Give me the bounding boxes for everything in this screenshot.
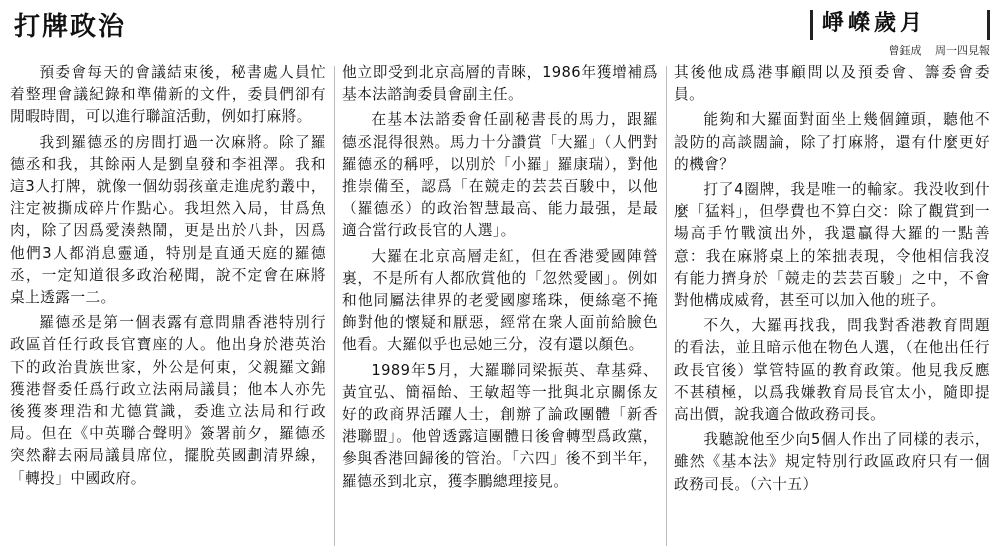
text-column-3 (674, 62, 990, 552)
column-header (800, 6, 992, 58)
paragraph: 我到羅德丞的房間打過一次麻將。除了羅德丞和我，其餘兩人是劉皇發和李祖澤。我和這3人打牌，就像一個幼弱孩童走進虎豹叢中，注定被撕成碎片作點心。我坦然入局，甘爲魚肉，除了因爲愛湊熱鬧，更是出於八卦，因爲他們3人都消息靈通，特別是直通天庭的羅德丞，一定知道很多政治秘聞，說不定會在麻將桌上透露一二。 (10, 133, 326, 307)
paragraph: 我聽說他至少向5個人作出了同樣的表示，雖然《基本法》規定特別行政區政府只有一個政務司長。（六十五） (674, 431, 990, 493)
paragraph: 不久，大羅再找我，問我對香港教育問題的看法，並且暗示他在物色人選，（在他出任行政長官後）掌管特區的教育政策。他見我反應不甚積極，以爲我嫌教育局長官太小，隨即提高出價，說我適合做政務司長。 (674, 317, 990, 424)
paragraph: 打了4圈牌，我是唯一的輸家。我没收到什麼「猛料」，但學費也不算白交：除了觀賞到一場高手竹戰演出外，我還贏得大羅的一點善意：我在麻將桌上的笨拙表現，令他相信我沒有能力擠身於「競走的芸芸百駿」之中，不會對他構成威脅，甚至可以加入他的班子。 (674, 181, 990, 310)
paragraph: 1989年5月，大羅聯同梁振英、韋基舜、黃宜弘、簡福飴、王敏超等一批與北京關係友好的政商界活躍人士，創辦了論政團體「新香港聯盟」。他曾透露這團體日後會轉型爲政黨，參與香港回歸後的管治。「六四」後不到半年，羅德丞到北京，獲李鵬總理接見。 (342, 361, 658, 490)
author-name: 曾鈺成 (888, 44, 922, 57)
paragraph: 預委會每天的會議結束後，秘書處人員忙着整理會議紀錄和準備新的文件，委員們卻有閒暇時間，可以進行聯誼活動，例如打麻將。 (10, 64, 326, 126)
article-body (10, 62, 992, 552)
paragraph: 能夠和大羅面對面坐上幾個鐘頭，聽他不設防的高談闊論，除了打麻將，還有什麼更好的機會？ (674, 111, 990, 173)
article-title: 打牌政治 (14, 12, 127, 42)
column-header-right-rule (987, 10, 990, 40)
column-name: 崢嶸歲月 (822, 11, 927, 36)
paragraph: 羅德丞是第一個表露有意問鼎香港特別行政區首任行政長官寶座的人。他出身於港英治下的政治貴族世家，外公是何東，父親羅文錦獲港督委任爲行政立法兩局議員；他本人亦先後獲麥理浩和尤德賞識，委進立法局和行政局。但在《中英聯合聲明》簽署前夕，羅德丞突然辭去兩局議員席位，擺脫英國劃清界線，「轉投」中國政府。 (10, 314, 326, 487)
text-column-1 (10, 62, 326, 552)
column-header-left-rule (810, 10, 813, 40)
paragraph: 他立即受到北京高層的青睞，1986年獲增補爲基本法諮詢委員會副主任。 (342, 64, 658, 104)
text-column-2 (342, 62, 658, 552)
paragraph: 大羅在北京高層走紅，但在香港愛國陣營裏，不是所有人都欣賞他的「忽然愛國」。例如和他同屬法律界的老愛國廖瑤珠，便絲毫不掩飾對他的懷疑和厭惡，經常在衆人面前給臉色他看。大羅似乎也忌她三分，沒有還以顏色。 (342, 247, 658, 354)
paragraph: 其後他成爲港事顧問以及預委會、籌委會委員。 (674, 64, 990, 104)
byline (800, 42, 990, 58)
paragraph: 在基本法諮委會任副秘書長的馬力，跟羅德丞混得很熟。馬力十分讚賞「大羅」（人們對羅德丞的稱呼，以別於「小羅」羅康瑞），對他推崇備至，認爲「在競走的芸芸百駿中，以他（羅德丞）的政治智慧最高、能力最强，是最適合當行政長官的人選」。 (342, 111, 658, 240)
publication-frequency: 周一四見報 (935, 44, 990, 57)
